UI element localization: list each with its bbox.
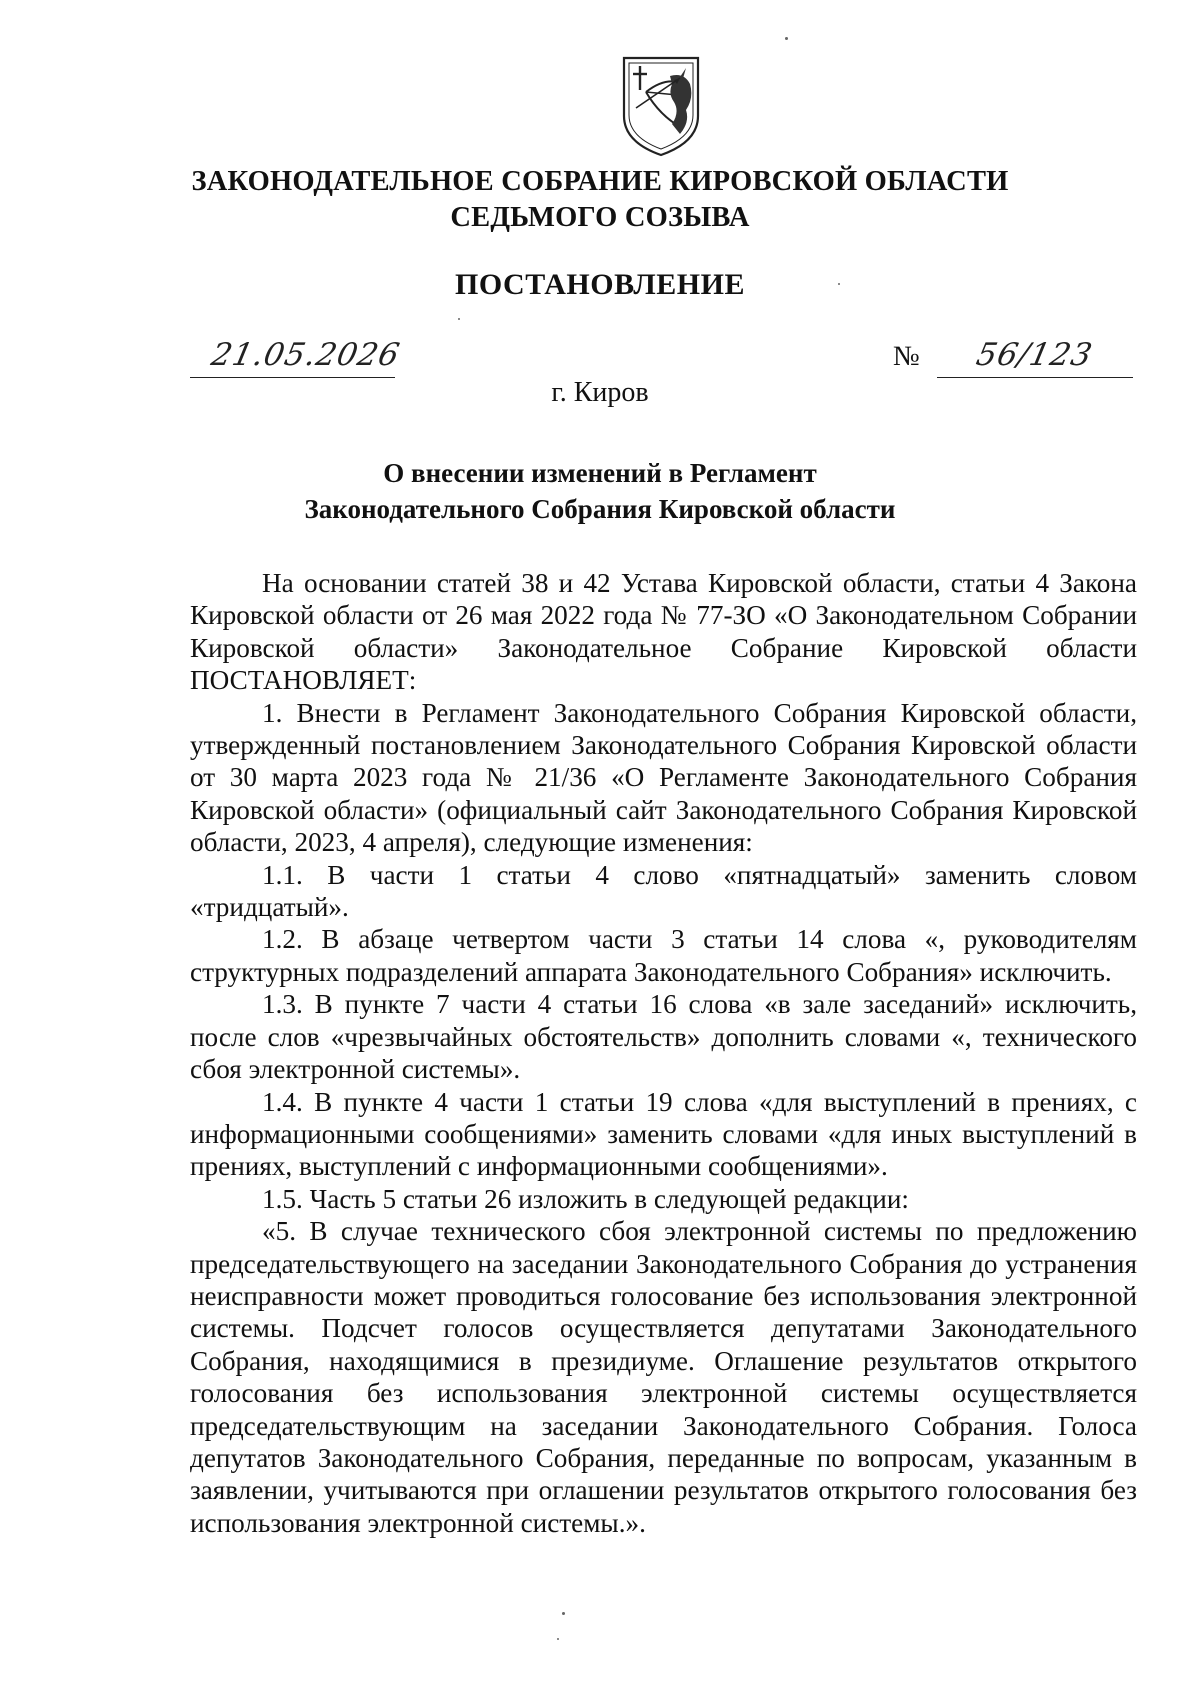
document-type-heading: ПОСТАНОВЛЕНИЕ [455, 268, 745, 301]
number-sign: № [893, 341, 920, 372]
paragraph-item-1: 1. Внести в Регламент Законодательного Собрания Кировской области, утвержденный постановлением Законодательного Собрания Кировской области от 30 марта 2023 года № 21/36 «О Регламенте Законодательного Собрания Кировской области» (официальный сайт Законодательного Собрания Кировской области, 2023, 4 апреля), следующие изменения: [190, 697, 1137, 858]
paragraph-preamble: На основании статей 38 и 42 Устава Кировской области, статьи 4 Закона Кировской области от 26 мая 2022 года № 77-ЗО «О Законодательном Собрании Кировской области» Законодательное Собрание Кировской области ПОСТАНОВЛЯЕТ: [190, 568, 1137, 696]
issuer-line-1: ЗАКОНОДАТЕЛЬНОЕ СОБРАНИЕ КИРОВСКОЙ ОБЛАСТИ [191, 166, 1009, 197]
scan-speck [557, 1638, 559, 1640]
scan-speck [838, 283, 840, 285]
document-body [190, 567, 1137, 1539]
handwritten-date: 21.05.2026 [208, 337, 404, 373]
issuer-line-2: СЕДЬМОГО СОЗЫВА [450, 202, 750, 233]
date-field [190, 335, 404, 378]
coat-of-arms-emblem [620, 54, 702, 158]
paragraph-item-1-3: 1.3. В пункте 7 части 4 статьи 16 слова «в зале заседаний» исключить, после слов «чрезвычайных обстоятельств» дополнить словами «, технического сбоя электронной системы». [190, 989, 1137, 1085]
paragraph-quoted-text: «5. В случае технического сбоя электронной системы по предложению председательствующего на заседании Законодательного Собрания до устранения неисправности может проводиться голосование без использования электронной системы. Подсчет голосов осуществляется депутатами Законодательного Собрания, находящимися в президиуме. Оглашение результатов открытого голосования без использования электронной системы осуществляется председательствующим на заседании Законодательного Собрания. Голоса депутатов Законодательного Собрания, переданные по вопросам, указанным в заявлении, учитываются при оглашении результатов открытого голосования без использования электронной системы.». [190, 1216, 1137, 1538]
paragraph-item-1-5: 1.5. Часть 5 статьи 26 изложить в следующей редакции: [262, 1183, 909, 1214]
paragraph-item-1-1: 1.1. В части 1 статьи 4 слово «пятнадцатый» заменить словом «тридцатый». [190, 859, 1137, 923]
document-title-line-2: Законодательного Собрания Кировской области [304, 494, 896, 524]
city-label: г. Киров [551, 377, 649, 408]
scan-speck [785, 37, 788, 40]
handwritten-number: 56/123 [973, 337, 1096, 373]
document-title-line-1: О внесении изменений в Регламент [383, 458, 817, 488]
paragraph-item-1-4: 1.4. В пункте 4 части 1 статьи 19 слова «для выступлений в прениях, с информационными сообщениями» заменить словами «для иных выступлений в прениях, выступлений с информационными сообщениями». [190, 1086, 1137, 1182]
scan-speck [458, 318, 460, 320]
paragraph-item-1-2: 1.2. В абзаце четвертом части 3 статьи 14 слова «, руководителям структурных подразделений аппарата Законодательного Собрания» исключить. [190, 924, 1137, 987]
number-field [937, 335, 1133, 378]
scan-speck [562, 1612, 565, 1615]
